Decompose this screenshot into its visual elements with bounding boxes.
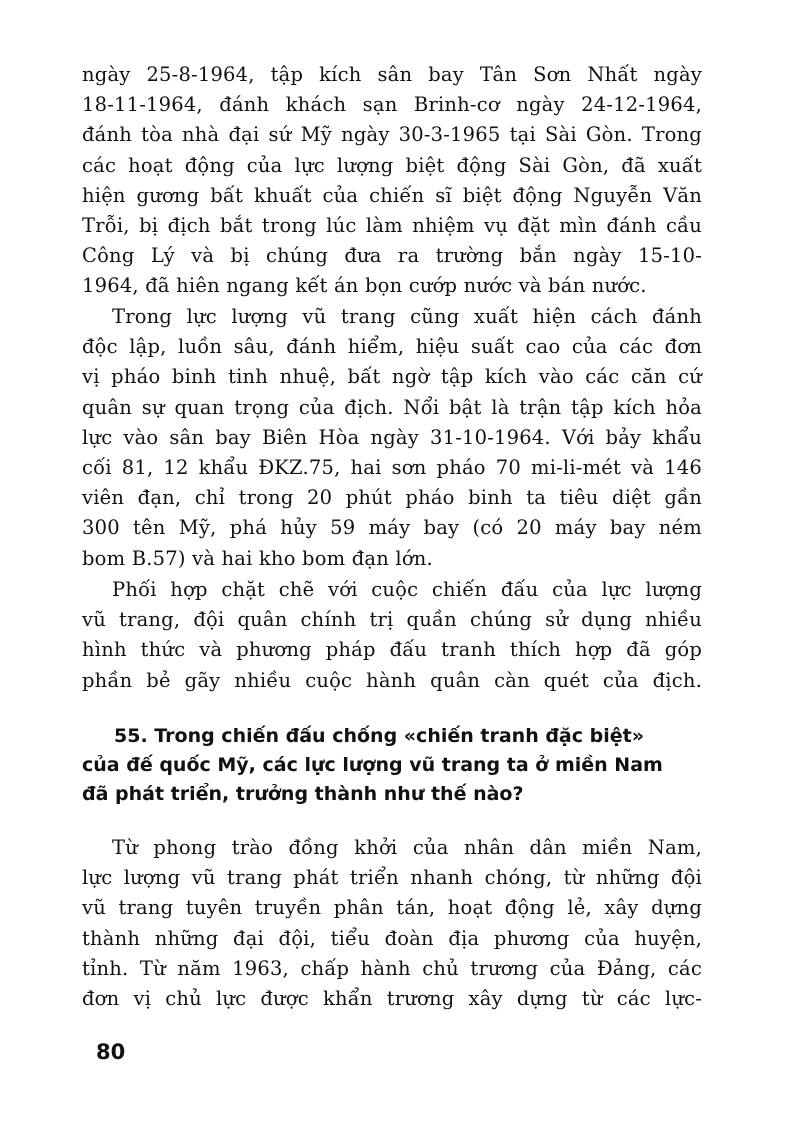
text-line: độc lập, luồn sâu, đánh hiểm, hiệu suất cao của các đơn: [82, 335, 702, 359]
text-line: viên đạn, chỉ trong 20 phút pháo binh ta tiêu diệt gần: [82, 486, 702, 510]
text-line: cối 81, 12 khẩu ĐKZ.75, hai sơn pháo 70 mi-li-mét và 146: [82, 456, 702, 480]
text-line: các hoạt động của lực lượng biệt động Sài Gòn, đã xuất: [82, 153, 702, 177]
text-line: hình thức và phương pháp đấu tranh thích hợp đã góp: [82, 638, 702, 662]
text-line: Trong lực lượng vũ trang cũng xuất hiện cách đánh: [112, 305, 702, 328]
text-line: lực lượng vũ trang phát triển nhanh chóng, từ những đội: [82, 866, 702, 890]
heading-line: của đế quốc Mỹ, các lực lượng vũ trang ta ở miền Nam: [82, 754, 663, 776]
text-line: quân sự quan trọng của địch. Nổi bật là trận tập kích hỏa: [82, 395, 702, 419]
paragraph-2: [82, 302, 702, 574]
text-line: đánh tòa nhà đại sứ Mỹ ngày 30-3-1965 tại Sài Gòn. Trong: [82, 123, 702, 147]
text-line: tỉnh. Từ năm 1963, chấp hành chủ trương của Đảng, các: [82, 956, 702, 980]
paragraph-3: [82, 575, 702, 696]
text-line: hiện gương bất khuất của chiến sĩ biệt động Nguyễn Văn: [82, 183, 702, 207]
text-line: 1964, đã hiên ngang kết án bọn cướp nước và bán nước.: [82, 274, 647, 298]
text-line: ngày 25-8-1964, tập kích sân bay Tân Sơn Nhất ngày: [82, 63, 702, 86]
text-line: Từ phong trào đồng khởi của nhân dân miền Nam,: [112, 836, 702, 859]
text-line: Trỗi, bị địch bắt trong lúc làm nhiệm vụ đặt mìn đánh cầu: [82, 214, 702, 238]
heading-line: 55. Trong chiến đấu chống «chiến tranh đặc biệt»: [114, 725, 644, 747]
text-line: 300 tên Mỹ, phá hủy 59 máy bay (có 20 máy bay ném: [82, 516, 702, 540]
text-line: 18-11-1964, đánh khách sạn Brinh-cơ ngày 24-12-1964,: [82, 93, 702, 117]
text-line: bom B.57) và hai kho bom đạn lớn.: [82, 546, 433, 570]
text-line: thành những đại đội, tiểu đoàn địa phương của huyện,: [82, 926, 702, 950]
text-line: vị pháo binh tinh nhuệ, bất ngờ tập kích vào các căn cứ: [82, 365, 702, 389]
text-line: vũ trang, đội quân chính trị quần chúng sử dụng nhiều: [82, 608, 702, 632]
text-line: lực vào sân bay Biên Hòa ngày 31-10-1964. Với bảy khẩu: [82, 425, 702, 449]
text-line: vũ trang tuyên truyền phân tán, hoạt động lẻ, xây dựng: [82, 896, 702, 920]
paragraph-4: [82, 833, 702, 1014]
section-heading: [82, 722, 704, 809]
paragraph-1: [82, 60, 702, 302]
text-line: Công Lý và bị chúng đưa ra trường bắn ngày 15-10-: [82, 244, 702, 268]
text-line: Phối hợp chặt chẽ với cuộc chiến đấu của lực lượng: [112, 578, 702, 601]
text-line: phần bẻ gãy nhiều cuộc hành quân càn quét của địch.: [82, 668, 702, 692]
page-number: 80: [96, 1040, 126, 1064]
text-line: đơn vị chủ lực được khẩn trương xây dựng từ các lực-: [82, 987, 702, 1011]
heading-line: đã phát triển, trưởng thành như thế nào?: [82, 783, 524, 805]
